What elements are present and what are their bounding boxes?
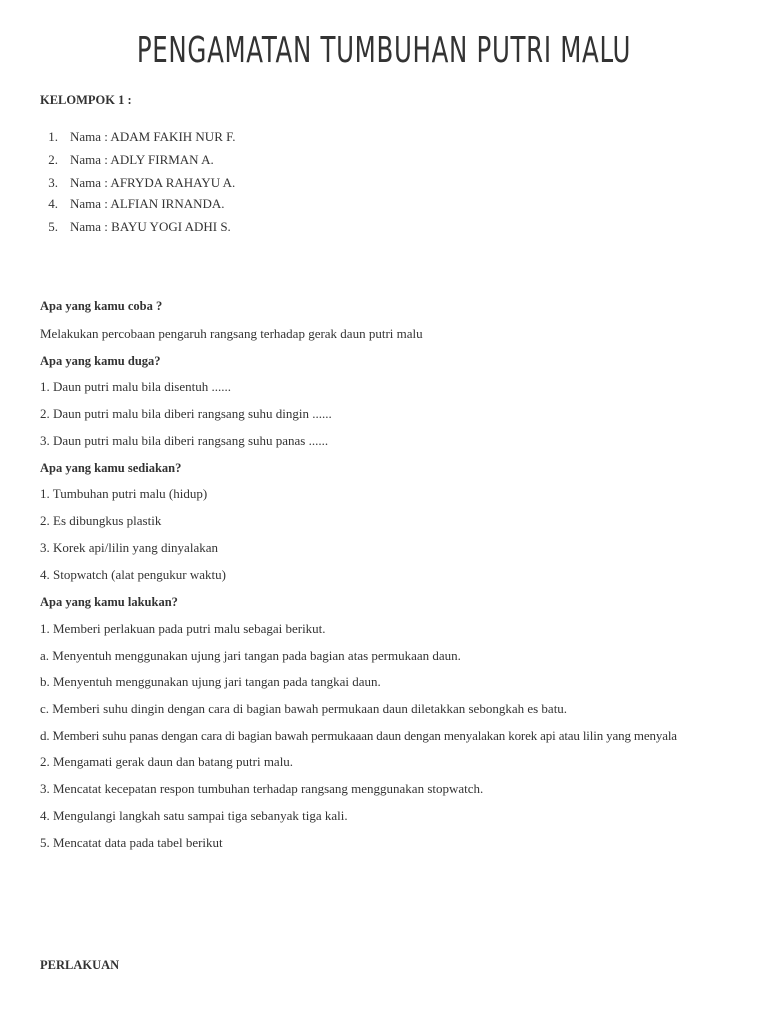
list-item: d. Memberi suhu panas dengan cara di bagian bawah permukaaan daun dengan menyalakan korek api atau lilin yang menyala [40,728,677,743]
member-number: 2. [48,152,58,167]
member-item [40,129,236,145]
list-item: 3. Korek api/lilin yang dinyalakan [40,540,218,555]
member-number: 5. [48,219,58,234]
list-item: 2. Es dibungkus plastik [40,513,162,528]
page-title: PENGAMATAN TUMBUHAN PUTRI MALU [136,30,632,71]
paragraph: Melakukan percobaan pengaruh rangsang terhadap gerak daun putri malu [40,326,423,341]
list-item: 5. Mencatat data pada tabel berikut [40,835,223,850]
list-item: 1. Tumbuhan putri malu (hidup) [40,486,208,501]
member-item [40,196,225,212]
question-heading: Apa yang kamu duga? [40,354,161,368]
member-name: Nama : BAYU YOGI ADHI S. [70,219,231,234]
member-item [40,175,236,191]
member-item [40,219,231,235]
question-heading: Apa yang kamu lakukan? [40,595,178,609]
list-item: 1. Memberi perlakuan pada putri malu sebagai berikut. [40,621,326,636]
member-name: Nama : ADLY FIRMAN A. [70,152,214,167]
member-number: 4. [48,196,58,211]
list-item: 2. Mengamati gerak daun dan batang putri malu. [40,754,294,769]
list-item: 3. Daun putri malu bila diberi rangsang suhu panas ...... [40,433,329,448]
member-name: Nama : ALFIAN IRNANDA. [70,196,225,211]
list-item: 4. Stopwatch (alat pengukur waktu) [40,567,226,582]
list-item: 3. Mencatat kecepatan respon tumbuhan terhadap rangsang menggunakan stopwatch. [40,781,484,796]
question-heading: Apa yang kamu sediakan? [40,461,182,475]
section-heading: PERLAKUAN [40,958,120,972]
question-heading: Apa yang kamu coba ? [40,299,163,313]
list-item: 1. Daun putri malu bila disentuh ...... [40,379,232,394]
list-item: 4. Mengulangi langkah satu sampai tiga sebanyak tiga kali. [40,808,348,823]
member-name: Nama : ADAM FAKIH NUR F. [70,129,236,144]
list-item: c. Memberi suhu dingin dengan cara di bagian bawah permukaan daun diletakkan sebongkah es batu. [40,701,568,716]
member-number: 3. [48,175,58,190]
group-label: KELOMPOK 1 : [40,93,132,107]
member-number: 1. [48,129,58,144]
member-name: Nama : AFRYDA RAHAYU A. [70,175,236,190]
list-item: 2. Daun putri malu bila diberi rangsang suhu dingin ...... [40,406,332,421]
list-item: b. Menyentuh menggunakan ujung jari tangan pada tangkai daun. [40,674,381,689]
list-item: a. Menyentuh menggunakan ujung jari tangan pada bagian atas permukaan daun. [40,648,461,663]
member-item [40,152,214,168]
